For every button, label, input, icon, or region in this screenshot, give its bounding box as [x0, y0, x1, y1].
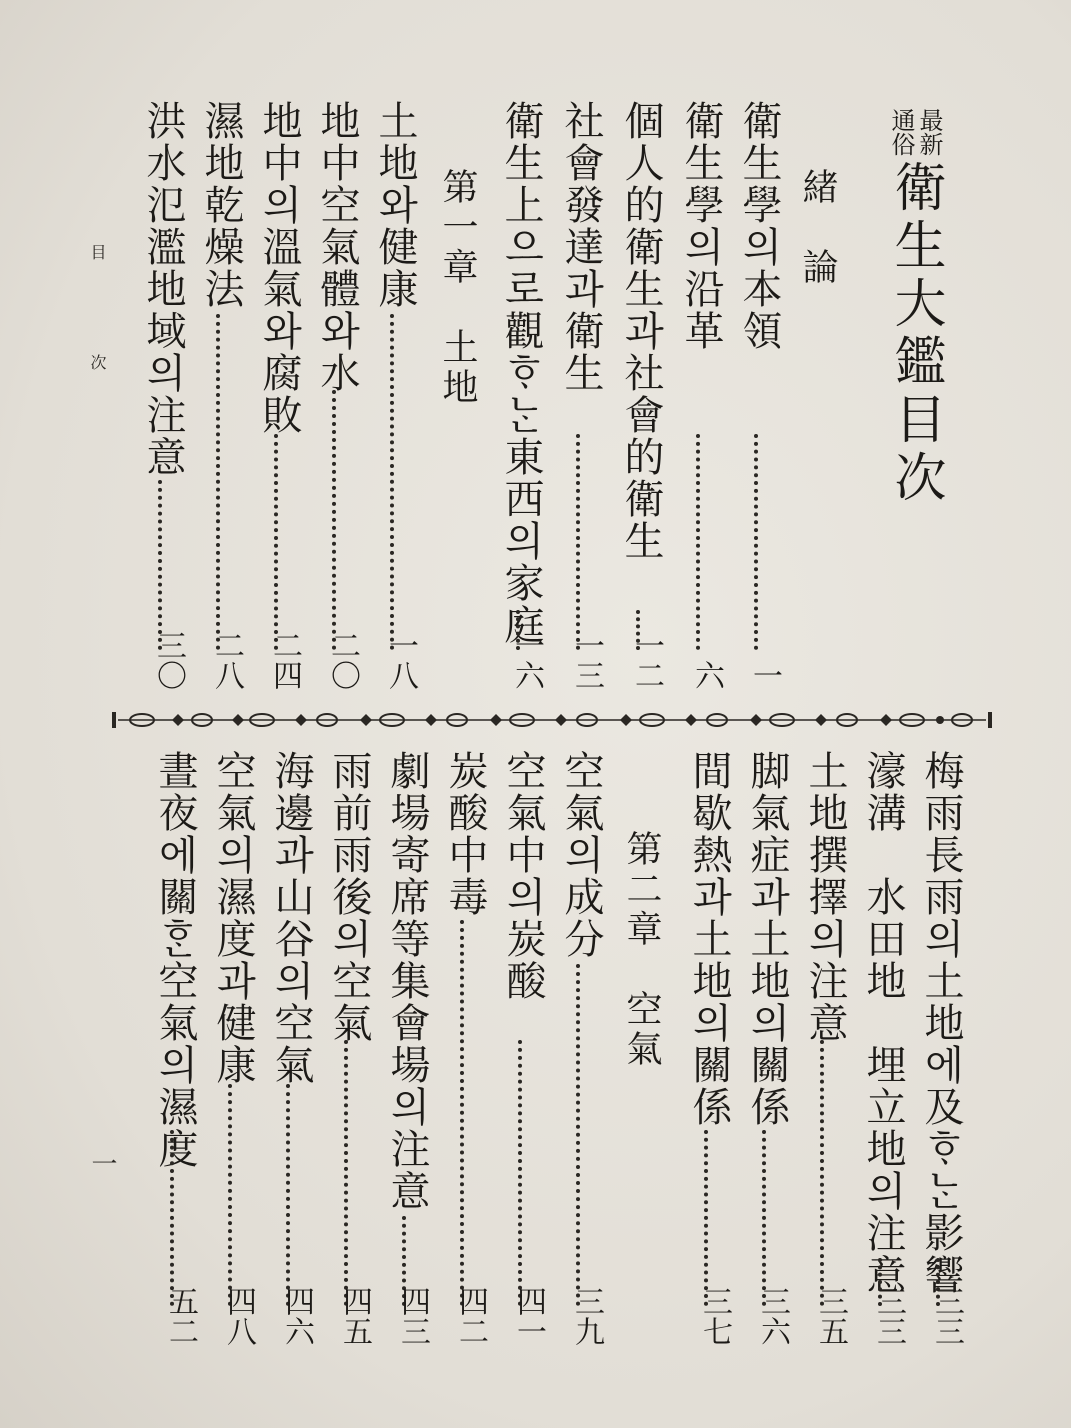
toc-entry-page: 三七	[697, 1286, 732, 1346]
toc-entry	[857, 750, 906, 1346]
toc-entry	[381, 750, 430, 1346]
leader-dots	[158, 480, 162, 650]
toc-entry	[439, 750, 488, 1346]
intro-heading: 緒 論	[797, 168, 838, 288]
page-title: 衛生大鑑目次	[885, 160, 945, 508]
toc-entry-page: 三五	[813, 1286, 848, 1346]
leader-dots	[344, 1040, 348, 1306]
leader-dots	[460, 920, 464, 1306]
toc-entry-page: 二八	[209, 630, 244, 690]
chapter1-heading: 第一章 土地	[437, 168, 478, 408]
toc-entry	[253, 100, 302, 690]
running-head-label2: 次	[88, 354, 107, 370]
leader-dots	[762, 1130, 766, 1306]
toc-entry	[683, 750, 732, 1346]
toc-entry	[675, 100, 724, 690]
toc-entry-page: 三三	[871, 1286, 906, 1346]
title-prefix-line1: 最新	[915, 108, 943, 156]
toc-entry	[149, 750, 198, 1346]
toc-entry-page: 二〇	[325, 630, 360, 690]
toc-entry-title: 梅雨長雨의土地에及ᄒᆞᄂᆞᆫ影響	[918, 750, 964, 1296]
leader-dots	[286, 1084, 290, 1306]
toc-entry-page: 六	[689, 660, 724, 690]
toc-entry-title: 土地撰擇의注意	[802, 750, 848, 1044]
leader-dots	[576, 434, 580, 650]
toc-entry	[311, 100, 360, 690]
leader-dots	[274, 434, 278, 650]
toc-entry-title: 脚氣症과土地의關係	[744, 750, 790, 1128]
title-prefix-line2: 通俗	[887, 108, 915, 156]
toc-entry-title: 衛生上으로觀ᄒᆞᄂᆞᆫ東西의家庭	[498, 100, 544, 646]
toc-entry-title: 劇場寄席等集會場의注意	[384, 750, 430, 1212]
toc-entry-page: 一二	[629, 630, 664, 690]
toc-entry	[195, 100, 244, 690]
toc-entry-title: 晝夜에關ᄒᆞᆫ空氣의濕度	[152, 750, 198, 1170]
toc-entry-page: 四八	[221, 1286, 256, 1346]
toc-entry	[207, 750, 256, 1346]
toc-entry-page: 一三	[569, 630, 604, 690]
toc-entry-page: 四五	[337, 1286, 372, 1346]
toc-entry-title: 濕地乾燥法	[198, 100, 244, 310]
toc-entry-title: 海邊과山谷의空氣	[268, 750, 314, 1086]
leader-dots	[704, 1130, 708, 1306]
toc-entry-page: 三〇	[151, 630, 186, 690]
toc-entry-title: 空氣의濕度과健康	[210, 750, 256, 1086]
toc-entry-page: 四二	[453, 1286, 488, 1346]
toc-entry-page: 三三	[929, 1286, 964, 1346]
toc-entry-page: 三六	[755, 1286, 790, 1346]
toc-entry-title: 衛生學의本領	[736, 100, 782, 352]
toc-entry-page: 四三	[395, 1286, 430, 1346]
toc-entry-title: 空氣의成分	[558, 750, 604, 960]
toc-entry-title: 炭酸中毒	[442, 750, 488, 918]
toc-entry-title: 雨前雨後의空氣	[326, 750, 372, 1044]
leader-dots	[170, 1130, 174, 1306]
toc-entry	[799, 750, 848, 1346]
leader-dots	[216, 314, 220, 650]
toc-entry-page: 四六	[279, 1286, 314, 1346]
leader-dots	[228, 1084, 232, 1306]
running-head-label1: 目	[88, 244, 107, 260]
toc-entry-title: 空氣中의炭酸	[500, 750, 546, 1002]
toc-entry	[497, 750, 546, 1346]
page-number: 一	[87, 1150, 117, 1176]
toc-entry-title: 社會發達과衛生	[558, 100, 604, 394]
toc-entry-page: 一六	[509, 630, 544, 690]
leader-dots	[390, 314, 394, 650]
toc-entry	[615, 100, 664, 690]
toc-entry	[265, 750, 314, 1346]
leader-dots	[332, 390, 336, 650]
chapter2-heading: 第二章 空氣	[621, 830, 662, 1070]
toc-entry-title: 衛生學의沿革	[678, 100, 724, 352]
toc-entry-title: 土地와健康	[372, 100, 418, 310]
toc-entry	[323, 750, 372, 1346]
ornament-bar-icon	[112, 712, 992, 728]
toc-entry-page: 二四	[267, 630, 302, 690]
ornamental-divider	[112, 710, 992, 730]
leader-dots	[576, 964, 580, 1306]
toc-entry	[733, 100, 782, 690]
toc-entry	[137, 100, 186, 690]
leader-dots	[820, 1040, 824, 1306]
toc-entry-page: 一	[747, 660, 782, 690]
leader-dots	[754, 434, 758, 650]
toc-entry-page: 三九	[569, 1286, 604, 1346]
toc-entry	[741, 750, 790, 1346]
toc-entry	[495, 100, 544, 690]
toc-entry-page: 五二	[163, 1286, 198, 1346]
toc-entry	[555, 750, 604, 1346]
toc-entry-page: 四一	[511, 1286, 546, 1346]
leader-dots	[696, 434, 700, 650]
toc-entry-title: 洪水氾濫地域의注意	[140, 100, 186, 478]
toc-entry-title: 間歇熱과土地의關係	[686, 750, 732, 1128]
leader-dots	[518, 1040, 522, 1306]
toc-entry	[369, 100, 418, 690]
toc-entry	[555, 100, 604, 690]
toc-entry-title: 地中의溫氣와腐敗	[256, 100, 302, 436]
toc-entry	[915, 750, 964, 1346]
toc-entry-title: 濠溝 水田地 埋立地의注意	[860, 750, 906, 1296]
toc-entry-page: 一八	[383, 630, 418, 690]
toc-entry-title: 地中空氣體와水	[314, 100, 360, 394]
toc-entry-title: 個人的衛生과社會的衛生	[618, 100, 664, 562]
